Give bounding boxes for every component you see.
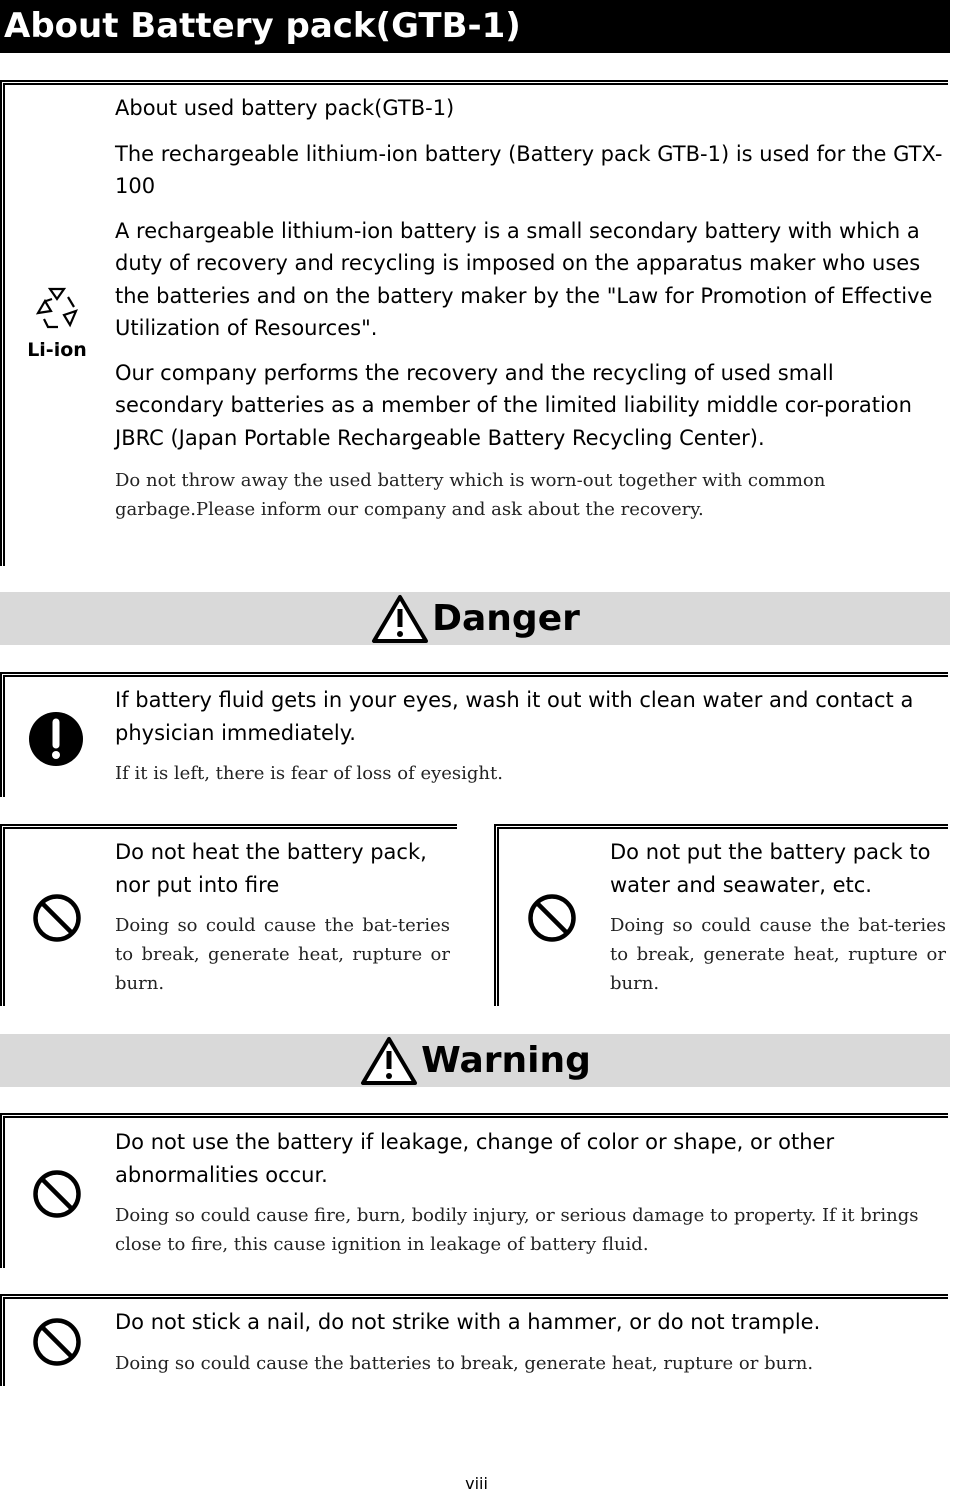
recycle-note: Do not throw away the used battery which is worn-out together with common garbage.Please inform our company and ask about the recovery. <box>115 470 826 520</box>
prohibition-icon <box>32 1317 82 1367</box>
prohibition-icon <box>32 1169 82 1219</box>
recycle-icon <box>22 283 92 361</box>
danger-heat-heading: Do not heat the battery pack, nor put into fire <box>115 840 427 897</box>
warning-leak-heading: Do not use the battery if leakage, change of color or shape, or other abnormalities occur. <box>115 1130 835 1187</box>
page-title: About Battery pack(GTB-1) <box>0 0 950 53</box>
warning-triangle-icon <box>359 1035 419 1087</box>
recycle-paragraph-1: The rechargeable lithium-ion battery (Battery pack GTB-1) is used for the GTX-100 <box>115 141 943 198</box>
prohibition-icon <box>527 893 577 943</box>
danger-water-note: Doing so could cause the bat-teries to break, generate heat, rupture or burn. <box>610 915 946 994</box>
danger-banner <box>0 592 950 645</box>
danger-label: Danger <box>432 598 580 639</box>
danger-heat-note: Doing so could cause the bat-teries to break, generate heat, rupture or burn. <box>115 915 450 994</box>
danger-eyes-heading: If battery fluid gets in your eyes, wash it out with clean water and contact a physician immediately. <box>115 688 914 745</box>
danger-water-heading: Do not put the battery pack to water and seawater, etc. <box>610 840 931 897</box>
exclamation-icon <box>28 711 84 767</box>
warning-banner <box>0 1034 950 1087</box>
warning-nail-note: Doing so could cause the batteries to break, generate heat, rupture or burn. <box>115 1352 814 1374</box>
prohibition-icon <box>32 893 82 943</box>
warning-triangle-icon <box>370 593 430 645</box>
page-number: viii <box>465 1474 488 1493</box>
li-ion-label: Li-ion <box>27 339 87 361</box>
recycle-paragraph-3: Our company performs the recovery and the recycling of used small secondary batteries as a member of the limited liability middle cor-poration JBRC (Japan Portable Rechargeable Battery Recycling Center). <box>115 360 912 450</box>
warning-nail-heading: Do not stick a nail, do not strike with a hammer, or do not trample. <box>115 1310 821 1334</box>
danger-eyes-note: If it is left, there is fear of loss of eyesight. <box>115 763 503 784</box>
recycle-paragraph-2: A rechargeable lithium-ion battery is a small secondary battery with which a duty of recovery and recycling is imposed on the apparatus maker who uses the batteries and on the battery maker by the "Law for Promotion of Effective Utilization of Resources". <box>115 218 933 340</box>
warning-leak-note: Doing so could cause fire, burn, bodily injury, or serious damage to property. If it brings close to fire, this cause ignition in leakage of battery fluid. <box>115 1205 919 1255</box>
warning-label: Warning <box>421 1040 591 1081</box>
recycle-heading: About used battery pack(GTB-1) <box>115 96 455 120</box>
